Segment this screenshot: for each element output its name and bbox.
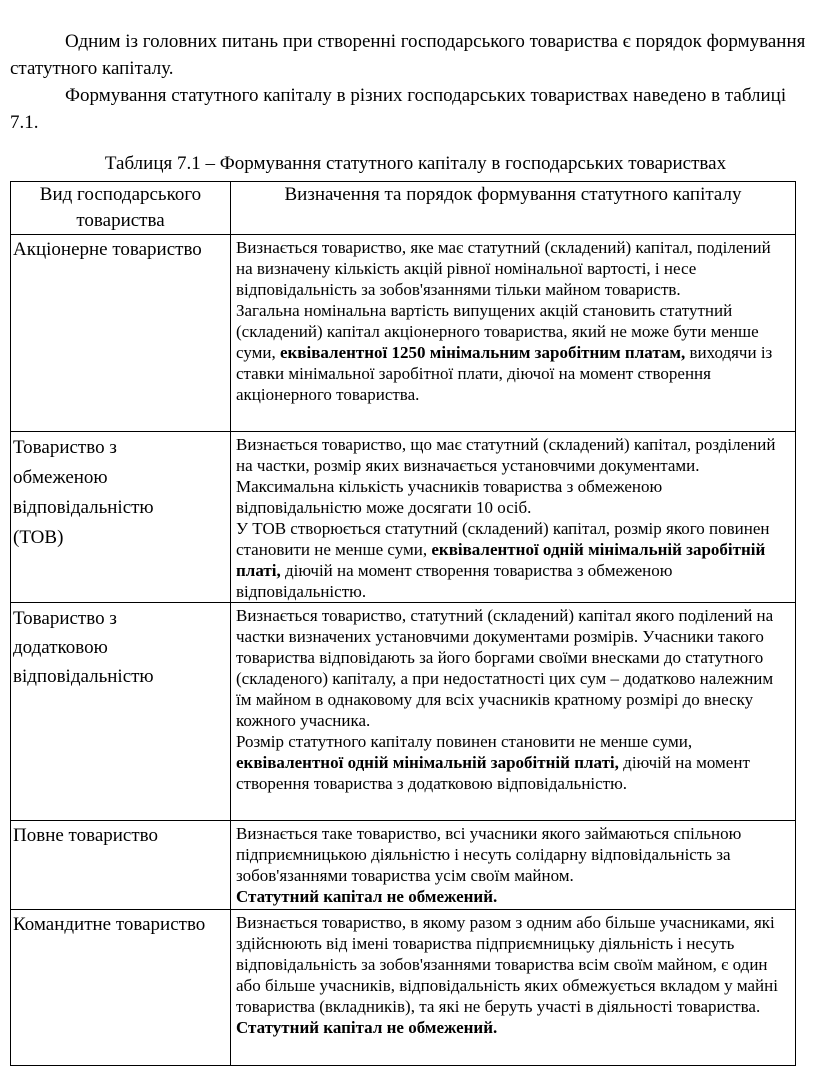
table-caption: Таблиця 7.1 – Формування статутного капіталу в господарських товариствах [104,153,727,174]
desc-text: Загальна номінальна вартість випущених акцій становить статутний (складений) капітал акціонерного товариства, який не може бути менше суми, [236,301,759,362]
desc-text: У ТОВ створюється статутний (складений) капітал, розмір якого повинен становити не менше суми, [236,519,770,559]
row-desc-paragraph-2 [236,731,789,794]
desc-bold-text: еквівалентної одній мінімальній заробітній платі, [236,540,766,580]
row-kind: Повне товариство [11,821,231,910]
intro-paragraph-1: Одним із головних питань при створенні господарського товариства є порядок формування статутного капіталу. [10,31,806,79]
row-desc-paragraph-1: Визнається товариство, в якому разом з одним або більше учасниками, які здійснюють від імені товариства підприємницьку діяльність і несуть відповідальність за зобов'язаннями товариства всім своїм майном, є один або більше учасників, відповідальність яких обмежується вкладом у майні товариства (вкладників), та які не беруть участі в діяльності товариства. [236,913,778,1016]
row-desc-paragraph-2 [236,518,789,602]
header-kind: Вид господарського товариства [11,182,231,235]
row-desc [231,432,796,603]
desc-text: діючій на момент створення товариства з додатковою відповідальністю. [236,753,750,793]
table-row [11,821,796,910]
row-desc-paragraph-2 [236,886,789,907]
desc-text: Розмір статутного капіталу повинен становити не менше суми, [236,732,693,751]
row-desc-paragraph-1: Визнається товариство, статутний (складений) капітал якого поділений на частки визначених установчими документами розмірів. Учасники такого товариства відповідають за його боргами своїми внесками до статутного (складеного) капіталу, а при недостатності цих сум – додатково належним їм майном в однаковому для всіх учасників кратному розмірі до внеску кожного учасника. [236,606,774,730]
table-row [11,910,796,1066]
desc-bold-text: Статутний капітал не обмежений. [236,887,498,906]
desc-text: виходячи із ставки мінімальної заробітної плати, діючої на момент створення акціонерного товариства. [236,343,773,404]
row-desc-paragraph-1: Визнається товариство, що має статутний (складений) капітал, розділений на частки, розмір яких визначається установчими документами. Максимальна кількість учасників товариства з обмеженою відповідальністю може досягати 10 осіб. [236,435,776,517]
row-desc-paragraph-1: Визнається товариство, яке має статутний (складений) капітал, поділений на визначену кількість акцій рівної номінальної вартості, і несе відповідальність за зобов'язаннями тільки майном товариств. [236,238,771,299]
intro-text [10,28,810,136]
row-kind: Товариство з обмеженою відповідальністю (ТОВ) [11,432,231,603]
row-kind: Акціонерне товариство [11,235,231,432]
desc-text: діючій на момент створення товариства з обмеженою відповідальністю. [236,561,673,601]
row-desc-paragraph-2 [236,300,789,405]
desc-bold-text: Статутний капітал не обмежений. [236,1018,498,1037]
table-row [11,603,796,821]
table-header-row [11,182,796,235]
row-desc-paragraph-1: Визнається таке товариство, всі учасники якого займаються спільною підприємницькою діяльністю і несуть солідарну відповідальність за зобов'язаннями товариства усім своїм майном. [236,824,742,885]
table-row [11,432,796,603]
header-desc: Визначення та порядок формування статутного капіталу [231,182,796,235]
table-row [11,235,796,432]
row-desc-paragraph-2 [236,1017,789,1038]
capital-table [10,181,796,1066]
row-kind: Товариство з додатковою відповідальністю [11,603,231,821]
row-desc [231,910,796,1066]
intro-paragraph-2: Формування статутного капіталу в різних господарських товариствах наведено в таблиці 7.1. [10,85,787,133]
desc-bold-text: еквівалентної 1250 мінімальним заробітним платам, [279,343,686,362]
row-desc [231,603,796,821]
desc-bold-text: еквівалентної одній мінімальній заробітній платі, [236,753,619,772]
row-desc [231,821,796,910]
row-kind: Командитне товариство [11,910,231,1066]
row-desc [231,235,796,432]
